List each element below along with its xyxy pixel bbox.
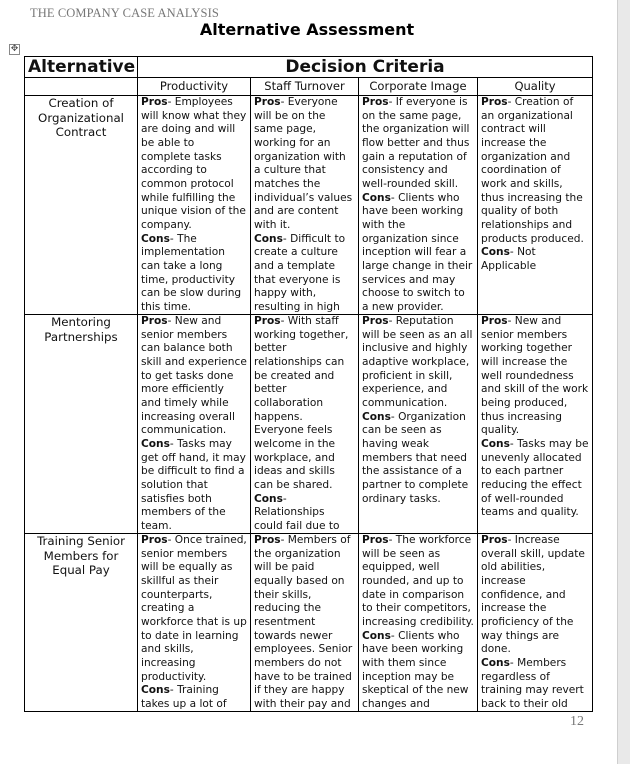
table-move-handle-icon[interactable]: ✥ bbox=[10, 44, 19, 54]
assessment-cell bbox=[478, 534, 593, 712]
header-decision-criteria: Decision Criteria bbox=[138, 57, 593, 78]
cons-text: - Organization can be seen as having weak members that need the assistance of a partner to complete ordinary tasks. bbox=[362, 410, 469, 505]
cons-label: Cons bbox=[362, 629, 391, 642]
cons-label: Cons bbox=[141, 684, 170, 697]
alternative-label: Creation of Organizational Contract bbox=[38, 96, 124, 139]
cons-label: Cons bbox=[254, 492, 283, 505]
pros-label: Pros bbox=[362, 534, 389, 546]
cons-text: - Tasks may be unevenly allocated to each partner reducing the effect of well-rounded teams and quality. bbox=[481, 437, 589, 519]
cons-text: - Relationships could fail due to bbox=[254, 492, 340, 532]
cons-label: Cons bbox=[254, 232, 283, 245]
assessment-cell bbox=[359, 534, 478, 712]
running-header: THE COMPANY CASE ANALYSIS bbox=[30, 6, 219, 20]
cons-text: - The implementation can take a long time, productivity can be slow during this time. bbox=[141, 232, 242, 313]
assessment-cell bbox=[251, 315, 359, 534]
window-edge bbox=[617, 0, 630, 764]
criteria-corporate-image: Corporate Image bbox=[359, 78, 478, 96]
pros-label: Pros bbox=[481, 534, 508, 546]
pros-label: Pros bbox=[481, 96, 508, 108]
alternative-name bbox=[25, 315, 138, 534]
pros-text: - Members of the organization will be paid equally based on their skills, reducing the resentment towards newer employees. Senior members do not have to be trained if they are happy with their pay and bbox=[254, 534, 353, 710]
assessment-cell bbox=[359, 315, 478, 534]
assessment-cell bbox=[138, 315, 251, 534]
criteria-staff-turnover: Staff Turnover bbox=[251, 78, 359, 96]
cons-text: - Not Applicable bbox=[481, 246, 537, 272]
alternative-label: Training Senior Members for Equal Pay bbox=[37, 534, 125, 577]
cons-text: - Members regardless of training may revert back to their old bbox=[481, 656, 584, 710]
pros-label: Pros bbox=[254, 534, 281, 546]
pros-label: Pros bbox=[141, 534, 168, 546]
pros-text: - Reputation will be seen as an all inclusive and highly adaptive workplace, proficient in skill, experience, and communication. bbox=[362, 315, 473, 409]
pros-text: - Everyone will be on the same page, working for an organization with a culture that matches the individual’s values and are content with it. bbox=[254, 96, 353, 231]
assessment-cell bbox=[138, 96, 251, 315]
assessment-cell bbox=[359, 96, 478, 315]
alternative-name bbox=[25, 534, 138, 712]
cons-label: Cons bbox=[481, 656, 510, 669]
pros-text: - Creation of an organizational contract will increase the organization and coordination of work and skills, thus increasing the quality of both relationships and products produced. bbox=[481, 96, 584, 245]
cons-label: Cons bbox=[481, 246, 510, 259]
pros-label: Pros bbox=[254, 96, 281, 108]
pros-text: - If everyone is on the same page, the organization will flow better and thus gain a reputation of consistency and well-rounded skill. bbox=[362, 96, 470, 190]
assessment-cell bbox=[478, 96, 593, 315]
cons-label: Cons bbox=[362, 410, 391, 423]
assessment-cell bbox=[251, 96, 359, 315]
pros-label: Pros bbox=[141, 315, 168, 327]
pros-label: Pros bbox=[141, 96, 168, 108]
pros-text: - The workforce will be seen as equipped, well rounded, and up to date in comparison to their competitors, increasing credibility. bbox=[362, 534, 474, 628]
alternative-assessment-table bbox=[24, 56, 593, 712]
alternative-name bbox=[25, 96, 138, 315]
pros-label: Pros bbox=[362, 315, 389, 327]
page-title: Alternative Assessment bbox=[199, 20, 415, 39]
assessment-cell bbox=[251, 534, 359, 712]
cons-text: - Training takes up a lot of bbox=[141, 684, 227, 710]
header-blank bbox=[25, 78, 138, 96]
pros-text: - With staff working together, better relationships can be created and better collaboration happens. Everyone feels welcome in the workplace, and ideas and skills can be shared. bbox=[254, 315, 349, 491]
pros-label: Pros bbox=[254, 315, 281, 327]
table-row bbox=[25, 96, 593, 315]
pros-text: - Employees will know what they are doing and will be able to complete tasks according to common protocol while fulfilling the unique vision of the company. bbox=[141, 96, 247, 231]
cons-text: - Clients who have been working with them since inception may be skeptical of the new changes and bbox=[362, 629, 469, 710]
cons-label: Cons bbox=[481, 437, 510, 450]
pros-text: - New and senior members can balance both skill and experience to get tasks done more efficiently and timely while increasing overall communication. bbox=[141, 315, 247, 437]
cons-label: Cons bbox=[141, 232, 170, 245]
criteria-quality: Quality bbox=[478, 78, 593, 96]
page-number: 12 bbox=[570, 714, 584, 729]
cons-label: Cons bbox=[362, 191, 391, 204]
criteria-productivity: Productivity bbox=[138, 78, 251, 96]
header-alternative: Alternative bbox=[25, 57, 138, 78]
table-row bbox=[25, 534, 593, 712]
pros-text: - Increase overall skill, update old abilities, increase confidence, and increase the proficiency of the way things are done. bbox=[481, 534, 585, 656]
pros-label: Pros bbox=[362, 96, 389, 108]
cons-text: - Clients who have been working with the organization since inception will fear a large change in their services and may choose to switch to a new provider. bbox=[362, 191, 473, 313]
pros-label: Pros bbox=[481, 315, 508, 327]
pros-text: - Once trained, senior members will be equally as skillful as their counterparts, creating a workforce that is up to date in learning and skills, increasing productivity. bbox=[141, 534, 247, 683]
cons-text: - Difficult to create a culture and a template that everyone is happy with, resulting in high bbox=[254, 232, 346, 313]
cons-label: Cons bbox=[141, 437, 170, 450]
assessment-cell bbox=[138, 534, 251, 712]
assessment-cell bbox=[478, 315, 593, 534]
pros-text: - New and senior members working together will increase the well roundedness and skill of the work being produced, thus increasing quality. bbox=[481, 315, 589, 437]
cons-text: - Tasks may get off hand, it may be difficult to find a solution that satisfies both members of the team. bbox=[141, 437, 246, 532]
table-row bbox=[25, 315, 593, 534]
alternative-label: Mentoring Partnerships bbox=[44, 315, 118, 344]
